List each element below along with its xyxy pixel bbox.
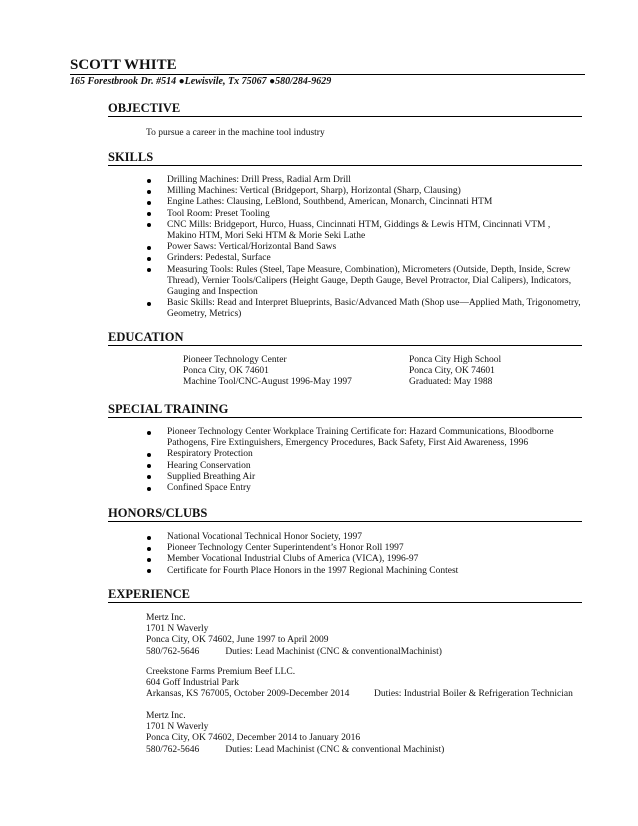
list-item-continuation	[146, 309, 586, 320]
job-street: 1701 N Waverly	[146, 624, 209, 635]
list-item	[146, 186, 586, 197]
list-item	[146, 543, 586, 554]
list-item	[146, 449, 586, 460]
bullet-icon	[147, 475, 151, 479]
list-item-text: Certificate for Fourth Place Honors in the 1997 Regional Machining Contest	[167, 565, 459, 576]
city: Lewisvile, Tx 75067	[184, 76, 267, 87]
job-entry	[146, 667, 349, 701]
education-school-2	[409, 355, 501, 389]
list-item	[146, 242, 586, 253]
bullet-separator: ●	[178, 76, 185, 87]
bullet-icon	[147, 431, 151, 435]
job-duties: Duties: Industrial Boiler & Refrigeration Technician	[374, 689, 573, 699]
school-location: Ponca City, OK 74601	[183, 366, 269, 377]
contact-line	[70, 76, 331, 87]
job-street: 1701 N Waverly	[146, 722, 209, 733]
education-heading: EDUCATION	[108, 330, 582, 346]
list-item-text: Tool Room: Preset Tooling	[167, 208, 270, 219]
list-item-text: Pioneer Technology Center Superintendent’s Honor Roll 1997	[167, 543, 404, 554]
bullet-icon	[147, 536, 151, 540]
list-item-text: Grinders: Pedestal, Surface	[167, 253, 271, 264]
list-item	[146, 427, 586, 438]
skills-list	[146, 175, 586, 321]
list-item	[146, 220, 586, 231]
list-item	[146, 566, 586, 577]
job-company: Mertz Inc.	[146, 711, 186, 721]
list-item-text: Thread), Vernier Tools/Calipers (Height Gauge, Depth Gauge, Bevel Protractor, Dial Calipers), Indicators,	[167, 275, 572, 286]
list-item-text: Gauging and Inspection	[167, 287, 258, 298]
list-item	[146, 298, 586, 309]
bullet-icon	[147, 212, 151, 216]
list-item	[146, 532, 586, 543]
list-item-text: Power Saws: Vertical/Horizontal Band Saws	[167, 242, 337, 253]
list-item	[146, 472, 586, 483]
job-phone: 580/762-5646	[146, 646, 200, 657]
job-phone-duties	[146, 647, 442, 658]
resume-name: SCOTT WHITE	[70, 57, 585, 75]
job-duties: Duties: Lead Machinist (CNC & conventional Machinist)	[225, 744, 445, 755]
list-item	[146, 554, 586, 565]
list-item-text: Hearing Conservation	[167, 460, 251, 471]
objective-text: To pursue a career in the machine tool industry	[146, 128, 325, 138]
list-item	[146, 197, 586, 208]
list-item	[146, 175, 586, 186]
list-item	[146, 265, 586, 276]
bullet-icon	[147, 190, 151, 194]
school-name: Pioneer Technology Center	[183, 355, 287, 365]
list-item-text: National Vocational Technical Honor Society, 1997	[167, 532, 363, 542]
list-item-text: Geometry, Metrics)	[167, 309, 242, 320]
job-phone: 580/762-5646	[146, 744, 200, 755]
list-item-text: Confined Space Entry	[167, 483, 251, 494]
bullet-icon	[147, 246, 151, 250]
list-item-text: Drilling Machines: Drill Press, Radial Arm Drill	[167, 175, 351, 185]
list-item-continuation	[146, 231, 586, 242]
job-entry	[146, 613, 442, 658]
special-training-heading: SPECIAL TRAINING	[108, 402, 582, 418]
school-program: Machine Tool/CNC-August 1996-May 1997	[183, 377, 352, 388]
list-item	[146, 483, 586, 494]
phone: 580/284-9629	[275, 76, 332, 87]
list-item-continuation	[146, 438, 586, 449]
bullet-icon	[147, 464, 151, 468]
list-item	[146, 253, 586, 264]
school-name: Ponca City High School	[409, 355, 502, 365]
list-item-text: Makino HTM, Mori Seki HTM & Morie Seki Lathe	[167, 231, 366, 242]
bullet-icon	[147, 201, 151, 205]
job-street: 604 Goff Industrial Park	[146, 678, 239, 689]
job-entry	[146, 711, 444, 756]
list-item-text: Milling Machines: Vertical (Bridgeport, Sharp), Horizontal (Sharp, Clausing)	[167, 186, 461, 197]
list-item	[146, 209, 586, 220]
honors-heading: HONORS/CLUBS	[108, 506, 582, 522]
bullet-icon	[147, 302, 151, 306]
list-item-continuation	[146, 287, 586, 298]
skills-heading: SKILLS	[108, 150, 582, 166]
experience-heading: EXPERIENCE	[108, 587, 582, 603]
bullet-icon	[147, 547, 151, 551]
school-location: Ponca City, OK 74601	[409, 366, 495, 377]
bullet-icon	[147, 487, 151, 491]
list-item-text: Supplied Breathing Air	[167, 471, 256, 482]
objective-heading: OBJECTIVE	[108, 101, 582, 117]
job-city-dates: Ponca City, OK 74602, December 2014 to January 2016	[146, 733, 361, 744]
job-city-dates: Arkansas, KS 767005, October 2009-December 2014	[146, 689, 350, 700]
bullet-icon	[147, 558, 151, 562]
bullet-icon	[147, 223, 151, 227]
list-item-text: Member Vocational Industrial Clubs of America (VICA), 1996-97	[167, 554, 419, 565]
bullet-icon	[147, 179, 151, 183]
address: 165 Forestbrook Dr. #514	[70, 76, 177, 87]
honors-list	[146, 532, 586, 577]
school-graduated: Graduated: May 1988	[409, 377, 493, 388]
bullet-icon	[147, 453, 151, 457]
training-list	[146, 427, 586, 494]
list-item-text: Pioneer Technology Center Workplace Training Certificate for: Hazard Communications, Bloodborne	[167, 427, 554, 437]
bullet-icon	[147, 257, 151, 261]
education-school-1	[183, 355, 352, 389]
list-item-continuation	[146, 276, 586, 287]
job-phone-duties	[146, 745, 444, 756]
bullet-separator: ●	[269, 76, 276, 87]
list-item	[146, 461, 586, 472]
list-item-text: Pathogens, Fire Extinguishers, Emergency Procedures, Back Safety, First Aid Awareness, 1996	[167, 438, 529, 449]
list-item-text: CNC Mills: Bridgeport, Hurco, Huass, Cincinnati HTM, Giddings & Lewis HTM, Cincinnati VTM ,	[167, 219, 551, 230]
bullet-icon	[147, 569, 151, 573]
list-item-text: Basic Skills: Read and Interpret Blueprints, Basic/Advanced Math (Shop use—Applied Math, Trigonometry,	[167, 298, 581, 309]
job-company: Creekstone Farms Premium Beef LLC.	[146, 667, 296, 677]
bullet-icon	[147, 268, 151, 272]
job-city-dates: Ponca City, OK 74602, June 1997 to April 2009	[146, 635, 329, 646]
job-company: Mertz Inc.	[146, 613, 186, 623]
list-item-text: Measuring Tools: Rules (Steel, Tape Measure, Combination), Micrometers (Outside, Depth, Inside, Screw	[167, 264, 571, 275]
list-item-text: Engine Lathes: Clausing, LeBlond, Southbend, American, Monarch, Cincinnati HTM	[167, 197, 493, 208]
job-duties: Duties: Lead Machinist (CNC & conventionalMachinist)	[225, 646, 442, 657]
list-item-text: Respiratory Protection	[167, 449, 253, 460]
